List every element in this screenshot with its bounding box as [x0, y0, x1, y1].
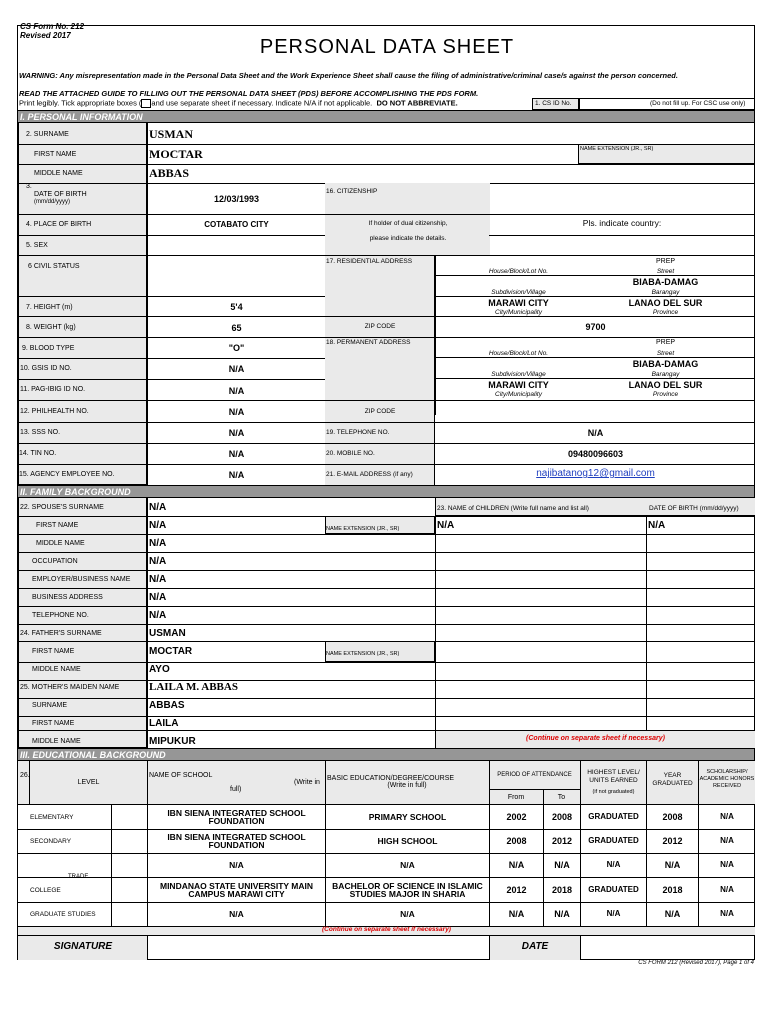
education-honors-cell[interactable]: N/A	[720, 812, 734, 821]
surname-label: 2. SURNAME	[26, 131, 69, 138]
family-row-divider	[18, 552, 755, 553]
father-first-value[interactable]: MOCTAR	[149, 646, 193, 657]
perm-barangay-value[interactable]: BIABA-DAMAG	[632, 359, 699, 369]
education-school-cell[interactable]: N/A	[229, 860, 244, 870]
spouse-middle-value[interactable]: N/A	[149, 538, 167, 549]
dual-citizenship-note: If holder of dual citizenship,	[368, 220, 448, 227]
write-in-full: full)	[230, 786, 242, 793]
email-value[interactable]: najibatanog12@gmail.com	[536, 468, 655, 479]
pagibig-label: 11. PAG-IBIG ID NO.	[20, 386, 86, 393]
education-course-cell[interactable]: N/A	[400, 860, 415, 870]
family-label-column	[18, 498, 147, 748]
sex-label: 5. SEX	[26, 242, 48, 249]
signature-label: SIGNATURE	[53, 941, 113, 952]
mother-surname-value[interactable]: ABBAS	[149, 700, 185, 711]
education-units-cell[interactable]: N/A	[606, 909, 621, 918]
res-province-value[interactable]: LANAO DEL SUR	[628, 298, 703, 308]
mother-first-value[interactable]: LAILA	[149, 718, 179, 729]
highest-level-header: HIGHEST LEVEL/ UNITS EARNED	[587, 769, 640, 784]
education-level-divider	[111, 829, 112, 853]
height-label: 7. HEIGHT (m)	[26, 304, 73, 311]
first-name-value[interactable]: MOCTAR	[149, 147, 203, 161]
father-surname-value[interactable]: USMAN	[149, 628, 186, 639]
guide-text: READ THE ATTACHED GUIDE TO FILLING OUT THE PERSONAL DATA SHEET (PDS) BEFORE ACCOMPLISHING THE PDS FORM.	[19, 89, 479, 98]
res-zip-value[interactable]: 9700	[585, 322, 606, 332]
philhealth-value[interactable]: N/A	[228, 407, 245, 417]
education-year-cell[interactable]: N/A	[664, 909, 681, 919]
signature-field[interactable]	[147, 936, 490, 960]
father-name-ext: NAME EXTENSION (JR., SR)	[325, 641, 435, 662]
family-row-divider	[18, 534, 755, 535]
perm-province-sublabel: Province	[652, 391, 679, 398]
children-header: 23. NAME of CHILDREN (Write full name and list all)	[437, 505, 589, 512]
education-to-cell[interactable]: 2018	[551, 885, 573, 895]
section-family-background: II. FAMILY BACKGROUND	[18, 485, 754, 498]
education-units-cell[interactable]: GRADUATED	[588, 885, 639, 894]
education-continue-note: (Continue on separate sheet if necessary)	[322, 926, 451, 933]
education-units-cell[interactable]: GRADUATED	[588, 836, 639, 845]
business-address-label: BUSINESS ADDRESS	[32, 594, 103, 601]
family-row-divider	[18, 641, 755, 642]
perm-province-value[interactable]: LANAO DEL SUR	[628, 380, 703, 390]
mother-surname-label: SURNAME	[32, 702, 68, 709]
education-to-cell[interactable]: 2008	[551, 812, 573, 822]
education-level-cell: ELEMENTARY	[30, 814, 74, 821]
telephone-value[interactable]: N/A	[587, 428, 604, 438]
education-course-cell[interactable]: N/A	[400, 909, 415, 919]
warning-text: WARNING: Any misrepresentation made in the Personal Data Sheet and the Work Experience Sheet shall cause the filing of administrative/criminal case/s against the person concerned.	[19, 71, 678, 80]
cs-id-label: 1. CS ID No.	[532, 98, 579, 110]
education-units-cell[interactable]: N/A	[606, 860, 621, 869]
subdivision-sublabel: Subdivision/Village	[491, 289, 546, 296]
family-row-divider	[18, 662, 755, 663]
pob-value[interactable]: COTABATO CITY	[204, 220, 269, 229]
write-in-note: (Write in	[294, 779, 320, 786]
father-surname-label: 24. FATHER'S SURNAME	[20, 630, 102, 637]
family-row-divider	[18, 516, 755, 517]
family-row-divider	[18, 680, 755, 681]
weight-label: 8. WEIGHT (kg)	[26, 324, 76, 331]
perm-house-sublabel: House/Block/Lot No.	[488, 350, 549, 357]
from-header: From	[507, 794, 525, 801]
family-continue-note: (Continue on separate sheet if necessary)	[526, 735, 665, 742]
education-to-cell[interactable]: N/A	[554, 909, 570, 919]
mobile-label: 20. MOBILE NO.	[326, 450, 375, 457]
section-educational-background: III. EDUCATIONAL BACKGROUND	[18, 748, 754, 761]
pob-label: 4. PLACE OF BIRTH	[26, 221, 92, 228]
perm-zip-label: ZIP CODE	[364, 408, 396, 415]
course-subheader: (Write in full)	[387, 782, 427, 789]
child-1-dob[interactable]: N/A	[648, 520, 666, 531]
page-title: PERSONAL DATA SHEET	[259, 36, 515, 58]
spouse-first-value[interactable]: N/A	[149, 520, 167, 531]
tin-label: 14. TIN NO.	[19, 450, 57, 457]
address-label-bg	[325, 255, 435, 415]
gsis-value[interactable]: N/A	[228, 364, 245, 374]
civil-status-label: 6 CIVIL STATUS	[28, 263, 80, 270]
education-honors-cell[interactable]: N/A	[720, 909, 734, 918]
education-school-cell[interactable]: IBN SIENA INTEGRATED SCHOOL FOUNDATION	[167, 832, 306, 850]
education-from-cell[interactable]: 2002	[506, 812, 527, 822]
city-sublabel: City/Municipality	[495, 309, 542, 316]
barangay-sublabel: Barangay	[651, 289, 680, 296]
weight-value[interactable]: 65	[231, 323, 242, 333]
tin-value[interactable]: N/A	[228, 449, 245, 459]
mother-middle-label: MIDDLE NAME	[32, 738, 81, 745]
family-row-divider	[18, 698, 755, 699]
family-row-divider	[18, 624, 755, 625]
education-course-cell[interactable]: PRIMARY SCHOOL	[368, 812, 447, 822]
employer-label: EMPLOYER/BUSINESS NAME	[32, 576, 131, 583]
education-from-cell[interactable]: N/A	[508, 860, 525, 870]
education-level-divider	[111, 805, 112, 829]
education-honors-cell[interactable]: N/A	[720, 860, 734, 869]
form-number: CS Form No. 212	[20, 22, 85, 31]
father-middle-label: MIDDLE NAME	[32, 666, 81, 673]
province-sublabel: Province	[652, 309, 679, 316]
trade-label-partial: TRADE	[68, 874, 89, 880]
family-row-divider	[18, 606, 755, 607]
spouse-middle-label: MIDDLE NAME	[36, 540, 85, 547]
res-barangay-value[interactable]: BIABA-DAMAG	[632, 277, 699, 287]
education-to-cell[interactable]: N/A	[554, 860, 570, 870]
family-row-divider	[18, 716, 755, 717]
res-zip-label: ZIP CODE	[364, 323, 396, 330]
family-row-divider	[18, 588, 755, 589]
education-from-cell[interactable]: 2008	[506, 836, 527, 846]
business-address-value[interactable]: N/A	[149, 592, 167, 603]
level-header: LEVEL	[77, 779, 100, 786]
house-sublabel: House/Block/Lot No.	[488, 268, 549, 275]
education-units-cell[interactable]: GRADUATED	[588, 812, 639, 821]
spouse-telephone-value[interactable]: N/A	[149, 610, 167, 621]
telephone-label: 19. TELEPHONE NO.	[326, 429, 390, 436]
school-header: NAME OF SCHOOL	[149, 772, 213, 779]
residential-address-label: 17. RESIDENTIAL ADDRESS	[326, 258, 413, 265]
mother-middle-value[interactable]: MIPUKUR	[149, 736, 196, 747]
education-course-cell[interactable]: HIGH SCHOOL	[377, 836, 438, 846]
occupation-value[interactable]: N/A	[149, 556, 167, 567]
perm-barangay-sublabel: Barangay	[651, 371, 680, 378]
middle-name-label: MIDDLE NAME	[34, 170, 83, 177]
family-row-divider	[18, 730, 436, 731]
citizenship-label: 16. CITIZENSHIP	[326, 188, 378, 195]
date-field[interactable]	[580, 936, 755, 960]
education-from-cell[interactable]: 2012	[506, 885, 527, 895]
csc-note: (Do not fill up. For CSC use only)	[650, 100, 746, 107]
print-note: Print legibly. Tick appropriate boxes ( and use separate sheet if necessary. Indicate N/A if not applicable. DO NOT ABBREVIATE.	[19, 98, 458, 108]
sss-value[interactable]: N/A	[228, 428, 245, 438]
checkbox-sample	[141, 99, 151, 108]
education-year-cell[interactable]: 2012	[662, 836, 683, 846]
year-graduated-header: YEAR GRADUATED	[652, 772, 693, 787]
dob-value[interactable]: 12/03/1993	[213, 194, 260, 204]
education-year-cell[interactable]: 2008	[662, 812, 683, 822]
res-street-value[interactable]: PREP	[655, 258, 676, 265]
education-level-divider	[111, 902, 112, 926]
section-personal-information: I. PERSONAL INFORMATION	[18, 110, 754, 123]
mother-first-label: FIRST NAME	[32, 720, 75, 727]
education-school-cell[interactable]: N/A	[229, 909, 244, 919]
sss-label: 13. SSS NO.	[20, 429, 61, 436]
philhealth-label: 12. PHILHEALTH NO.	[20, 408, 89, 415]
spouse-surname-value[interactable]: N/A	[149, 502, 167, 513]
pagibig-value[interactable]: N/A	[228, 386, 245, 396]
perm-street-value[interactable]: PREP	[655, 339, 676, 346]
blood-type-label: 9. BLOOD TYPE	[22, 345, 75, 352]
employer-value[interactable]: N/A	[149, 574, 167, 585]
education-honors-cell[interactable]: N/A	[720, 885, 734, 894]
perm-street-sublabel: Street	[656, 350, 675, 357]
email-label: 21. E-MAIL ADDRESS (if any)	[326, 471, 413, 478]
spouse-surname-label: 22. SPOUSE'S SURNAME	[20, 504, 104, 511]
course-header: BASIC EDUCATION/DEGREE/COURSE	[327, 775, 455, 782]
page-footer: CS FORM 212 (Revised 2017), Page 1 of 4	[638, 960, 754, 966]
form-revision: Revised 2017	[20, 31, 71, 40]
education-from-cell[interactable]: N/A	[508, 909, 525, 919]
education-level-cell: GRADUATE STUDIES	[30, 911, 96, 918]
family-row-divider	[18, 570, 755, 571]
res-city-value[interactable]: MARAWI CITY	[488, 298, 549, 308]
first-name-label: FIRST NAME	[34, 151, 77, 158]
middle-name-value[interactable]: ABBAS	[149, 166, 190, 180]
education-year-cell[interactable]: 2018	[662, 885, 683, 895]
education-level-cell: SECONDARY	[30, 838, 72, 845]
street-sublabel: Street	[656, 268, 675, 275]
education-level-divider	[111, 878, 112, 902]
child-1-name[interactable]: N/A	[437, 520, 455, 531]
to-header: To	[557, 794, 566, 801]
spouse-telephone-label: TELEPHONE NO.	[32, 612, 89, 619]
mother-maiden-label: 25. MOTHER'S MAIDEN NAME	[20, 684, 120, 691]
height-value[interactable]: 5'4	[230, 302, 243, 312]
education-to-cell[interactable]: 2012	[551, 836, 573, 846]
education-year-cell[interactable]: N/A	[664, 860, 681, 870]
education-school-cell[interactable]: IBN SIENA INTEGRATED SCHOOL FOUNDATION	[167, 808, 306, 826]
blood-type-value[interactable]: "O"	[228, 343, 245, 353]
dob-number: 3.	[26, 183, 32, 190]
agency-no-label: 15. AGENCY EMPLOYEE NO.	[19, 471, 115, 478]
perm-subdivision-sublabel: Subdivision/Village	[491, 371, 546, 378]
dual-citizenship-detail: please indicate the details.	[369, 235, 447, 242]
agency-no-value[interactable]: N/A	[228, 470, 245, 480]
perm-city-value[interactable]: MARAWI CITY	[488, 380, 549, 390]
country-note: Pls. indicate country:	[582, 218, 662, 228]
education-level-divider	[111, 853, 112, 877]
mobile-value[interactable]: 09480096603	[567, 449, 624, 459]
spouse-name-ext: NAME EXTENSION (JR., SR)	[325, 516, 435, 534]
father-middle-value[interactable]: AYO	[149, 664, 170, 675]
spouse-first-label: FIRST NAME	[36, 522, 79, 529]
education-number: 26.	[20, 772, 30, 779]
occupation-label: OCCUPATION	[32, 558, 78, 565]
permanent-address-label: 18. PERMANENT ADDRESS	[326, 339, 411, 346]
dob-format: (mm/dd/yyyy)	[34, 199, 70, 205]
surname-value[interactable]: USMAN	[149, 127, 193, 141]
personal-data-sheet-form	[17, 25, 755, 960]
education-course-cell[interactable]: BACHELOR OF SCIENCE IN ISLAMIC STUDIES MAJOR IN SHARIA	[332, 881, 483, 899]
scholarship-header: SCHOLARSHIP/ ACADEMIC HONORS RECEIVED	[699, 769, 755, 789]
perm-city-sublabel: City/Municipality	[495, 391, 542, 398]
gsis-label: 10. GSIS ID NO.	[20, 365, 72, 372]
dob-label: DATE OF BIRTH	[34, 191, 87, 198]
highest-level-subheader: (if not graduated)	[592, 789, 635, 795]
name-extension-label: NAME EXTENSION (JR., SR)	[578, 144, 755, 164]
education-honors-cell[interactable]: N/A	[720, 836, 734, 845]
child-dob-header: DATE OF BIRTH (mm/dd/yyyy)	[649, 505, 739, 512]
mother-maiden-value[interactable]: LAILA M. ABBAS	[149, 681, 238, 693]
date-label: DATE	[521, 941, 549, 952]
education-school-cell[interactable]: MINDANAO STATE UNIVERSITY MAIN CAMPUS MARAWI CITY	[159, 881, 313, 899]
education-level-cell: COLLEGE	[30, 887, 61, 894]
father-first-label: FIRST NAME	[32, 648, 75, 655]
period-header: PERIOD OF ATTENDANCE	[497, 772, 572, 778]
